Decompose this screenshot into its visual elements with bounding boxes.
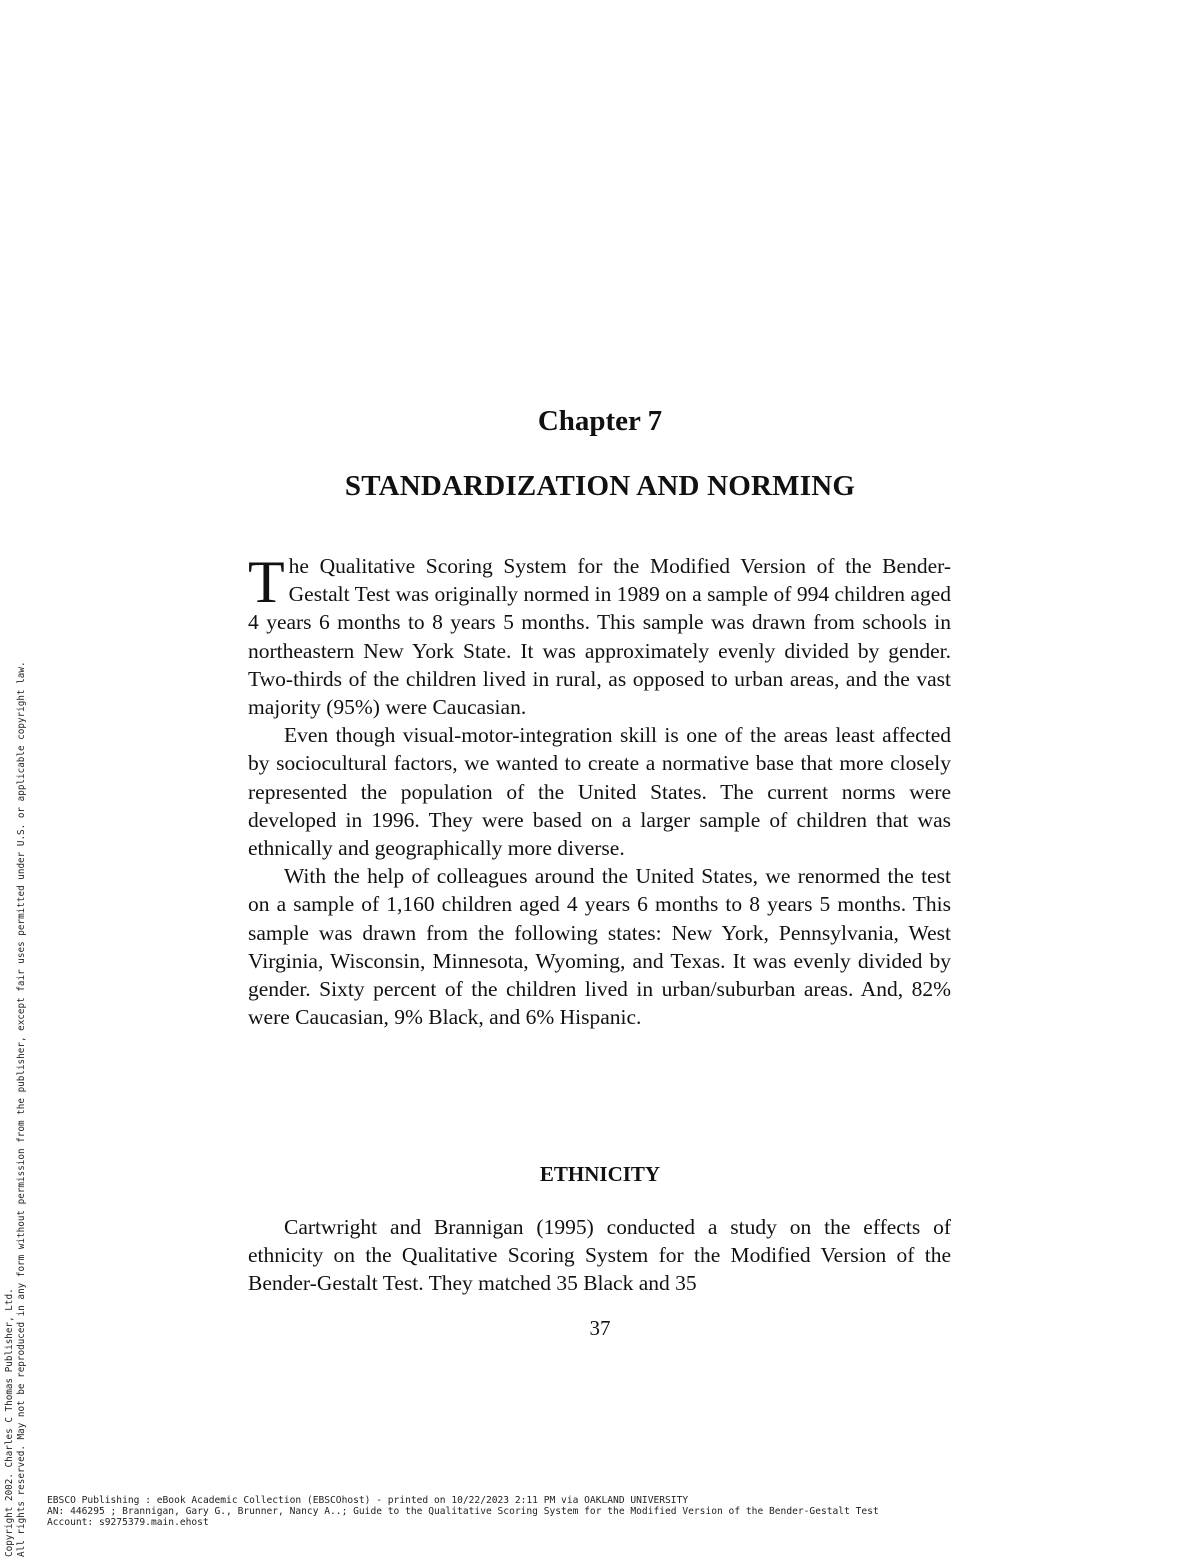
- section-heading-ethnicity: ETHNICITY: [539, 1162, 661, 1186]
- footer-line-1: EBSCO Publishing : eBook Academic Collection (EBSCOhost) - printed on 10/22/2023 2:11 PM via OAKLAND UNIVERSITY: [47, 1495, 689, 1506]
- side-copyright-line-2: All rights reserved. May not be reproduced in any form without permission from the publisher, except fair uses permitted under U.S. or applicable copyright law.: [16, 661, 27, 1557]
- intro-paragraph-1-text: he Qualitative Scoring System for the Modified Version of the Bender-Gestalt Test was originally normed in 1989 on a sample of 994 children aged 4 years 6 months to 8 years 5 months. This sample was drawn from schools in northeastern New York State. It was approximately evenly divided by gender. Two-thirds of the children lived in rural, as opposed to urban areas, and the vast majority (95%) were Caucasian.: [248, 554, 951, 720]
- chapter-label: Chapter 7: [537, 405, 663, 437]
- intro-section: [248, 549, 951, 1031]
- drop-cap: T: [248, 549, 285, 615]
- intro-paragraph-2: Even though visual-motor-integration skill is one of the areas least affected by sociocultural factors, we wanted to create a normative base that more closely represented the population of the United States. The current norms were developed in 1996. They were based on a larger sample of children that was ethnically and geographically more diverse.: [248, 723, 951, 861]
- side-copyright-notice: [4, 397, 28, 1557]
- ethnicity-paragraph-1: Cartwright and Brannigan (1995) conducted a study on the effects of ethnicity on the Qualitative Scoring System for the Modified Version of the Bender-Gestalt Test. They matched 35 Black and 35: [248, 1215, 951, 1296]
- page-number: 37: [589, 1316, 611, 1340]
- chapter-title: STANDARDIZATION AND NORMING: [344, 470, 856, 502]
- footer-line-2: AN: 446295 ; Brannigan, Gary G., Brunner, Nancy A..; Guide to the Qualitative Scoring System for the Modified Version of the Bender-Gestalt Test: [47, 1506, 879, 1517]
- intro-paragraph-3: With the help of colleagues around the United States, we renormed the test on a sample of 1,160 children aged 4 years 6 months to 8 years 5 months. This sample was drawn from the following states: New York, Pennsylvania, West Virginia, Wisconsin, Minnesota, Wyoming, and Texas. It was evenly divided by gender. Sixty percent of the children lived in urban/suburban areas. And, 82% were Caucasian, 9% Black, and 6% Hispanic.: [248, 864, 951, 1030]
- ebsco-footer: [47, 1495, 879, 1528]
- side-copyright-line-1: Copyright 2002. Charles C Thomas Publisher, Ltd.: [4, 1288, 15, 1557]
- ethnicity-section: [248, 1213, 951, 1298]
- footer-line-3: Account: s9275379.main.ehost: [47, 1517, 209, 1528]
- intro-paragraph-1: [248, 549, 951, 721]
